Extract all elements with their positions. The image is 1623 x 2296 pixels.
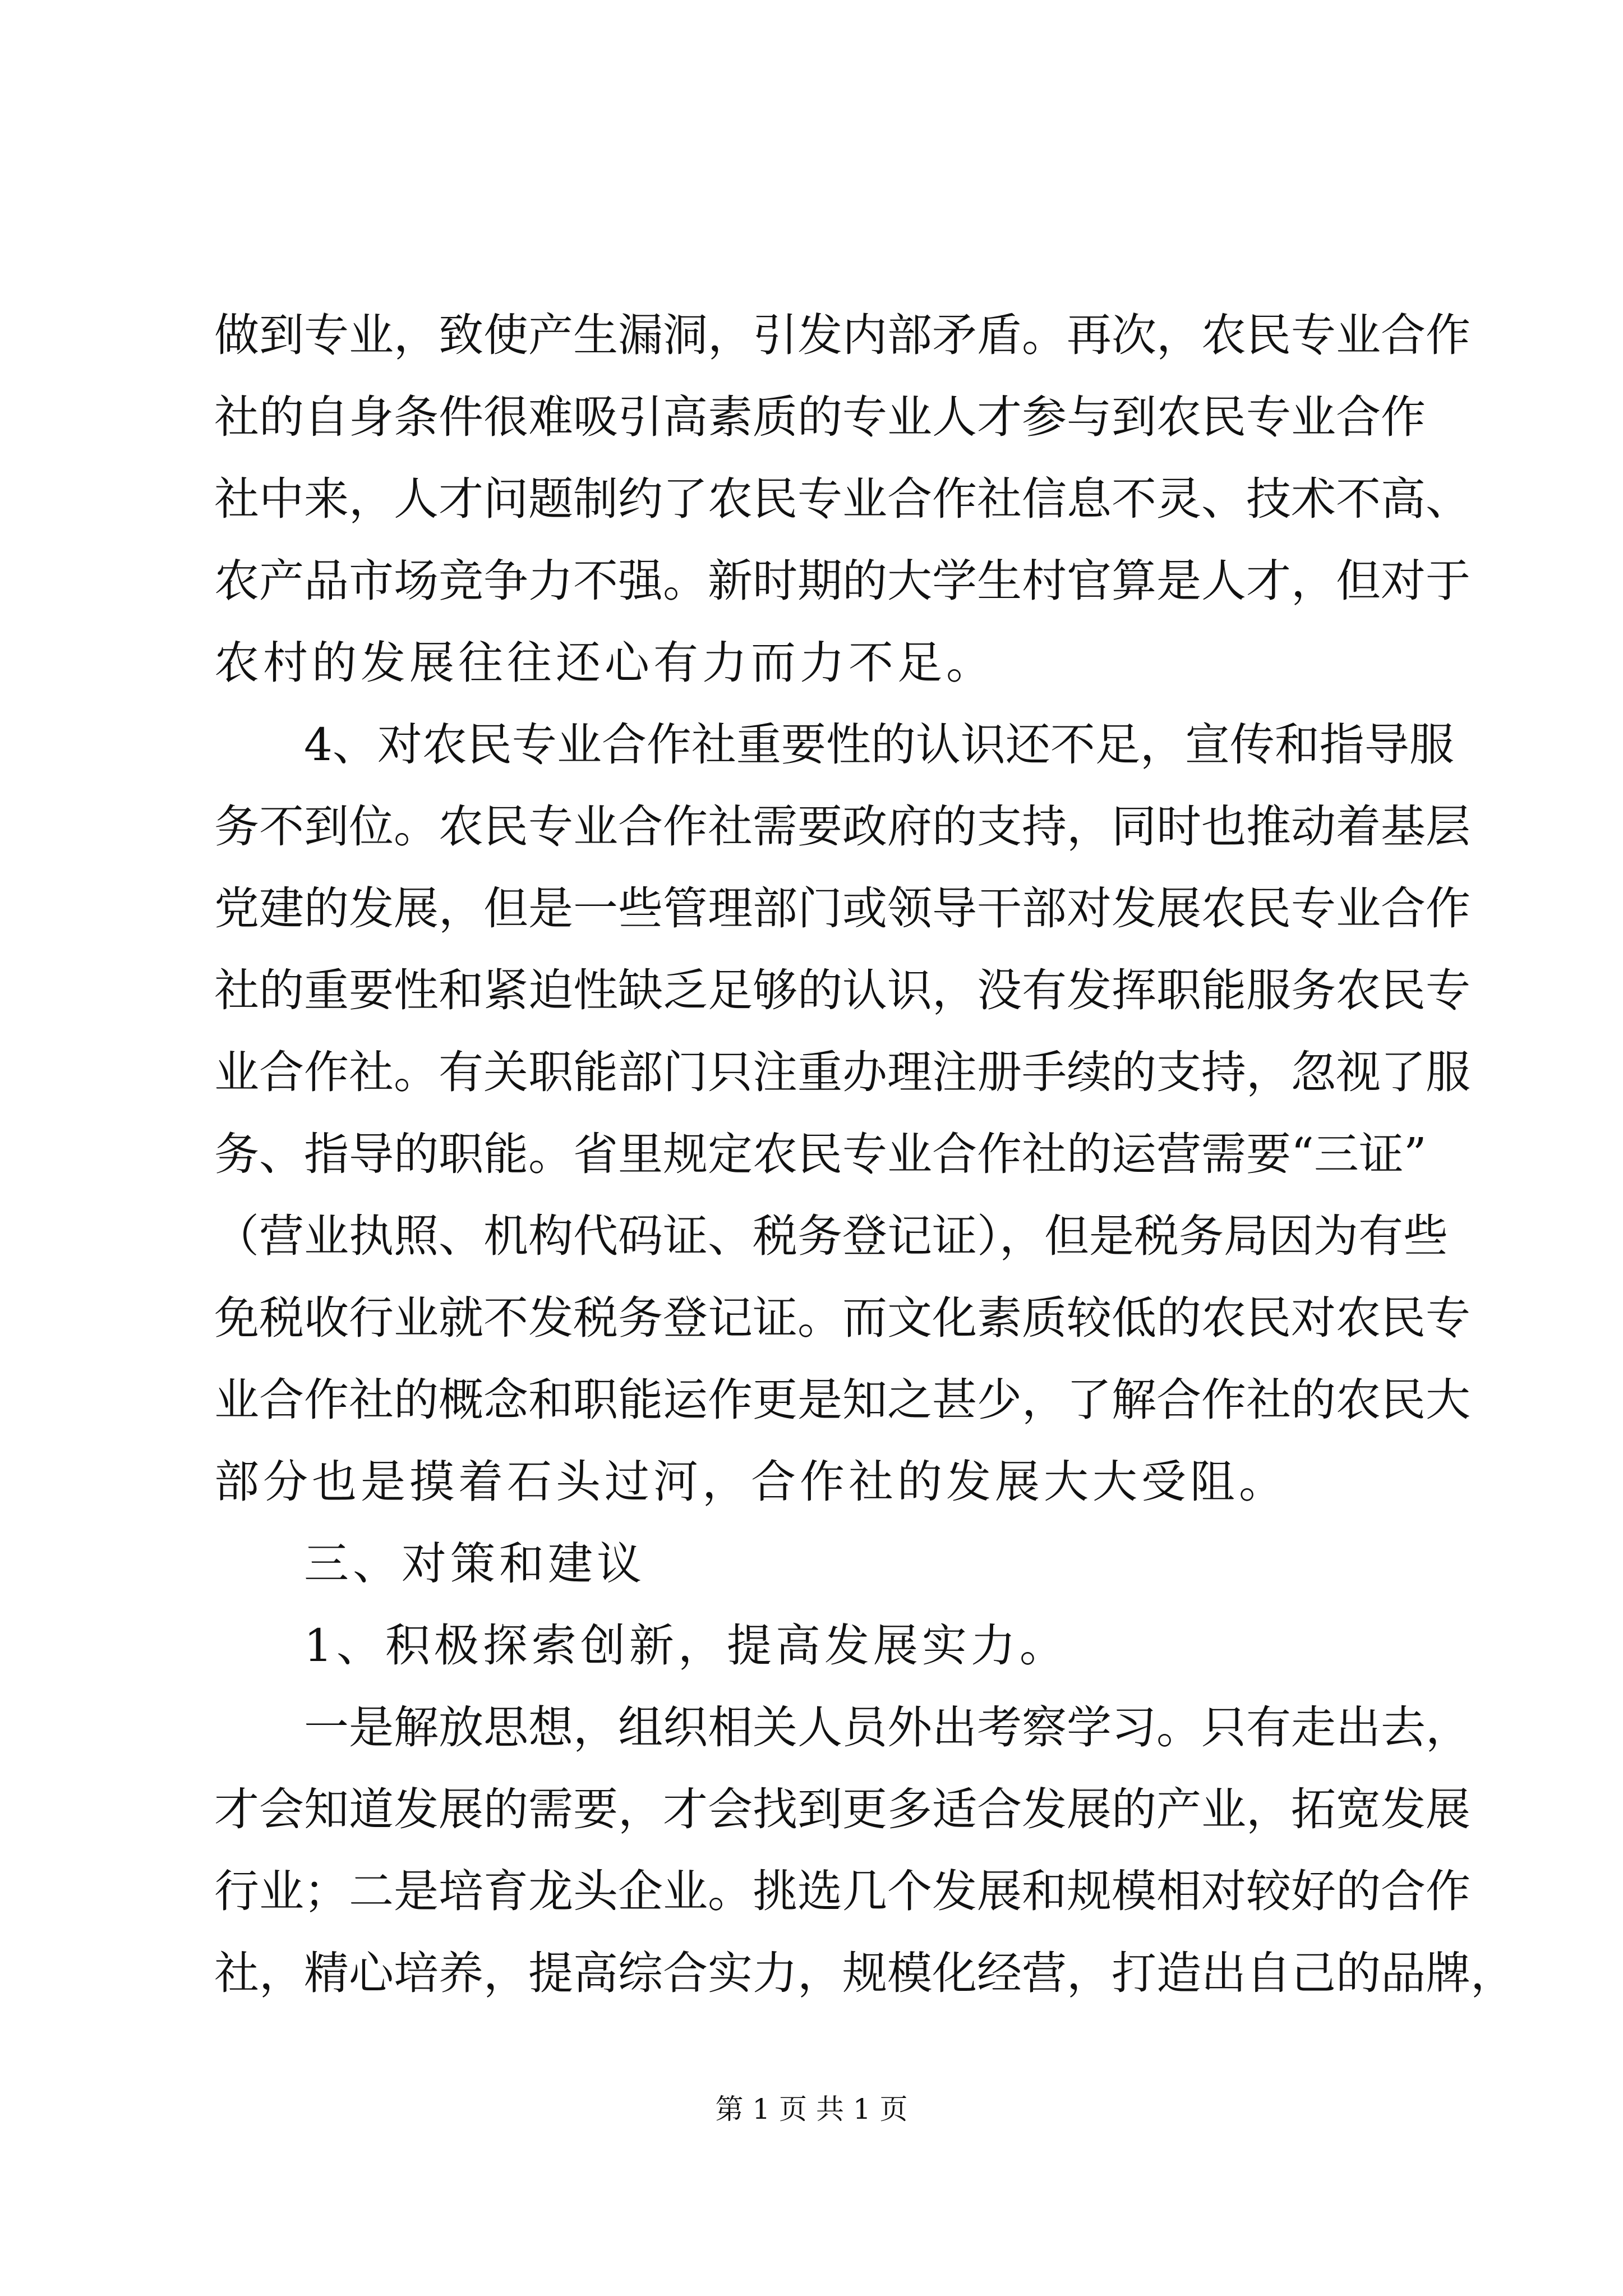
text-line: 部分也是摸着石头过河，合作社的发展大大受阻。 [214,1456,1288,1508]
text-line: （营业执照、机构代码证、税务登记证），但是税务局因为有些 [214,1210,1448,1262]
paragraph-first-line: 一是解放思想，组织相关人员外出考察学习。只有走出去， [304,1701,1470,1754]
text-line: 社的自身条件很难吸引高素质的专业人才参与到农民专业合作 [214,391,1426,443]
text-line: 社中来，人才问题制约了农民专业合作社信息不灵、技术不高、 [214,473,1470,525]
text-line: 党建的发展，但是一些管理部门或领导干部对发展农民专业合作 [214,882,1470,935]
section-heading: 三、对策和建议 [304,1538,645,1590]
text-line: 务不到位。农民专业合作社需要政府的支持，同时也推动着基层 [214,800,1470,853]
text-line: 业合作社。有关职能部门只注重办理注册手续的支持，忽视了服 [214,1046,1470,1098]
subsection-heading: 1、积极探索创新，提高发展实力。 [304,1619,1068,1672]
text-line: 做到专业，致使产生漏洞，引发内部矛盾。再次，农民专业合作 [214,309,1470,361]
text-line: 农产品市场竞争力不强。新时期的大学生村官算是人才，但对于 [214,555,1470,607]
page-footer: 第 1 页 共 1 页 [715,2093,908,2125]
text-line: 农村的发展往往还心有力而力不足。 [214,637,995,689]
text-line: 社，精心培养，提高综合实力，规模化经营，打造出自己的品牌， [214,1947,1515,1999]
text-line: 才会知道发展的需要，才会找到更多适合发展的产业，拓宽发展 [214,1783,1470,1835]
text-line: 社的重要性和紧迫性缺乏足够的认识，没有发挥职能服务农民专 [214,964,1470,1016]
text-line: 务、指导的职能。省里规定农民专业合作社的运营需要“三证” [214,1128,1427,1180]
document-body [214,295,1515,2014]
paragraph-first-line: 4、对农民专业合作社重要性的认识还不足，宣传和指导服 [304,719,1454,771]
text-line: 免税收行业就不发税务登记证。而文化素质较低的农民对农民专 [214,1292,1470,1344]
text-line: 行业；二是培育龙头企业。挑选几个发展和规模相对较好的合作 [214,1865,1470,1917]
text-line: 业合作社的概念和职能运作更是知之甚少，了解合作社的农民大 [214,1374,1470,1426]
